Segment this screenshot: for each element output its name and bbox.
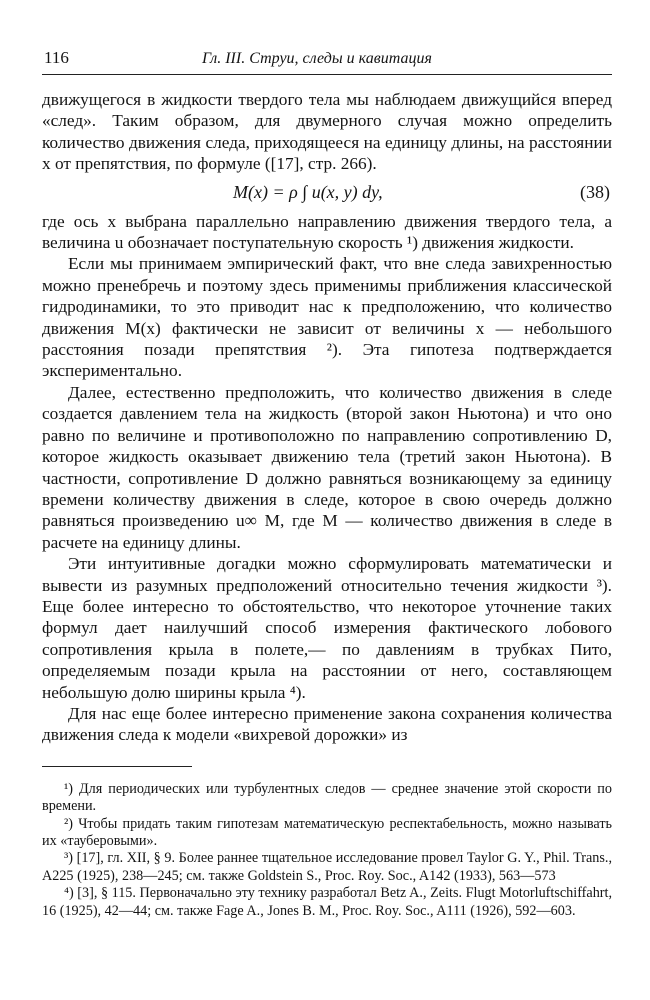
- formula-38: [42, 175, 612, 211]
- formula-number: (38): [580, 181, 610, 202]
- footnote: ²) Чтобы придать таким гипотезам математическую респектабельность, можно называть их «тауберовыми».: [42, 815, 612, 849]
- page-number: 116: [44, 48, 69, 67]
- paragraph: Эти интуитивные догадки можно сформулировать математически и вывести из разумных предположений относительно течения жидкости ³). Еще более интересно то обстоятельство, что некоторое уточнение таких формул дает наилучший способ измерения фактического лобового сопротивления крыла в полете,— по давлениям в трубках Пито, определяемым позади крыла на расстоянии от него, составляющем небольшую долю ширины крыла ⁴).: [42, 554, 612, 702]
- book-page: [42, 44, 612, 920]
- paragraph: движущегося в жидкости твердого тела мы наблюдаем движущийся вперед «след». Таким образом, для двумерного случая можно определить количество движения следа, приходящееся на единицу длины, на расстоянии x от препятствия, по формуле ([17], стр. 266).: [42, 90, 612, 174]
- paragraph: Далее, естественно предположить, что количество движения в следе создается давлением тела на жидкость (второй закон Ньютона) и что оно равно по величине и противоположно по направлению сопротивлению D, которое жидкость оказывает движению тела (третий закон Ньютона). В частности, сопротивление D должно равняться возникающему за единицу времени количеству движения в следе, которое в свою очередь должно равняться произведению u∞ M, где M — количество движения в следе в расчете на единицу длины.: [42, 382, 612, 552]
- paragraph: Для нас еще более интересно применение закона сохранения количества движения следа к модели «вихревой дорожки» из: [42, 703, 612, 745]
- footnote: ¹) Для периодических или турбулентных следов — среднее значение этой скорости по времени.: [42, 780, 612, 815]
- footnotes: [42, 781, 612, 920]
- formula-expression: M(x) = ρ ∫ u(x, y) dy,: [233, 181, 383, 202]
- page-header: [42, 44, 612, 75]
- footnote: ³) [17], гл. XII, § 9. Более раннее тщательное исследование провел Taylor G. Y., Phil. Trans., A225 (1925), 238—245; см. также Goldstein S., Proc. Roy. Soc., A142 (1933), 563—573: [42, 850, 612, 884]
- footnote-separator: [42, 766, 192, 767]
- main-text: [42, 89, 612, 746]
- running-title: Гл. III. Струи, следы и кавитация: [202, 50, 432, 67]
- paragraph: где ось x выбрана параллельно направлению движения твердого тела, а величина u обозначает поступательную скорость ¹) движения жидкости.: [42, 211, 612, 253]
- paragraph: Если мы принимаем эмпирический факт, что вне следа завихренностью можно пренебречь и поэтому здесь применимы приближения классической гидродинамики, то это приводит нас к предположению, что количество движения M(x) фактически не зависит от величины x — небольшого расстояния позади препятствия ²). Эта гипотеза подтверждается экспериментально.: [42, 254, 612, 381]
- footnote: ⁴) [3], § 115. Первоначально эту технику разработал Betz A., Zeits. Flugt Motorluftschiffahrt, 16 (1925), 42—44; см. также Fage A., Jones B. M., Proc. Roy. Soc., A111 (1926), 592—603.: [42, 885, 612, 919]
